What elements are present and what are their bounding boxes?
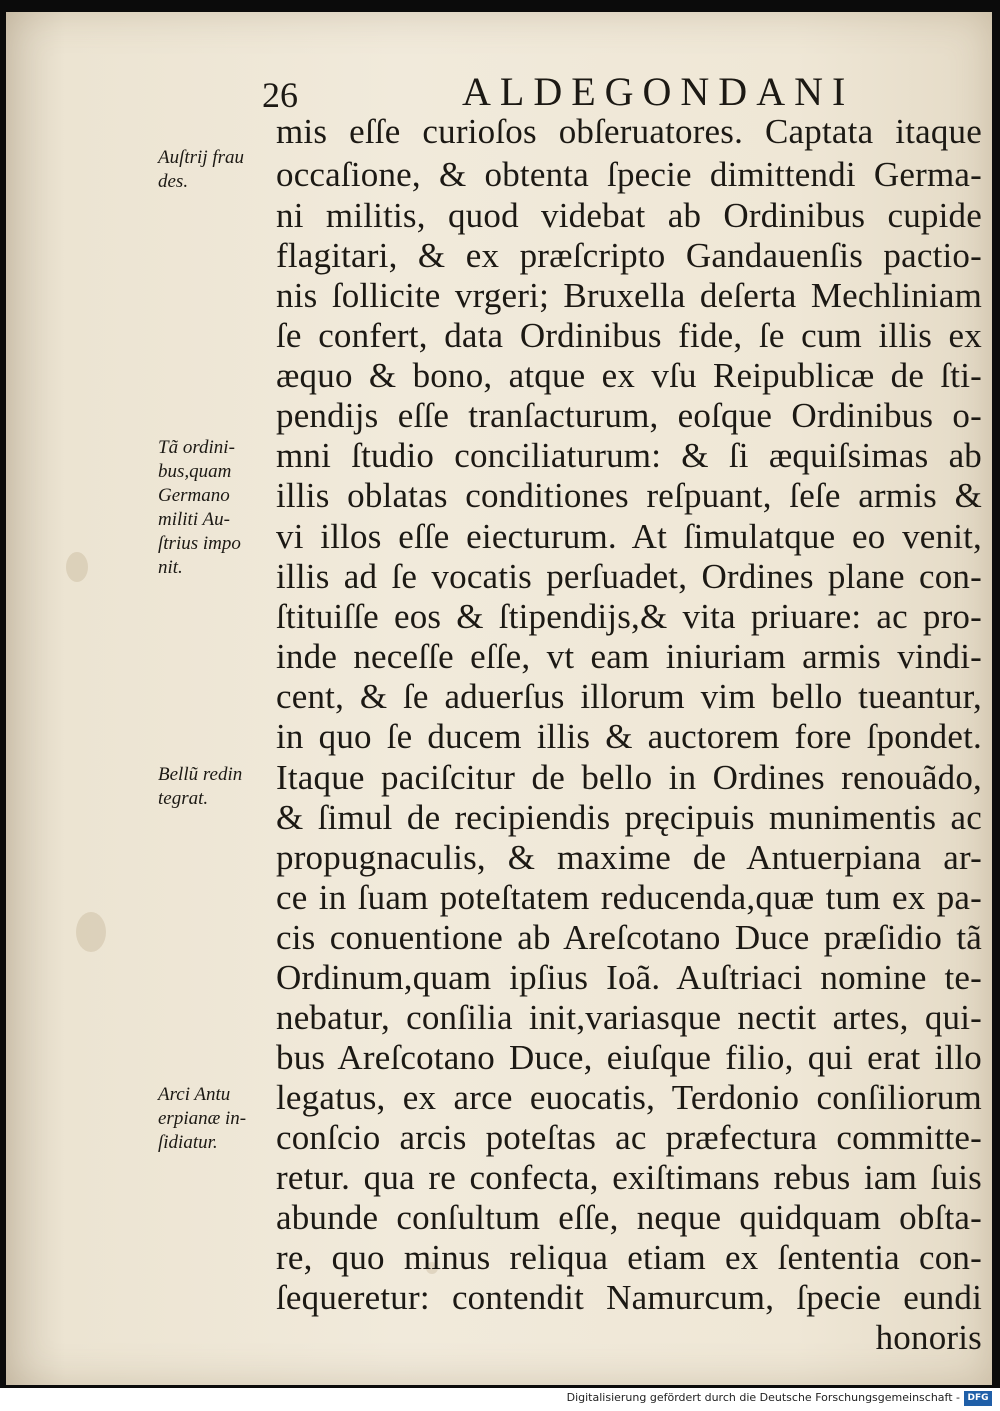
marginal-note-line: Tã ordini- [158, 437, 235, 458]
catchword: honoris [875, 1318, 982, 1357]
marginal-note-line: Arci Antu [158, 1084, 231, 1105]
body-line: ſtituiſſe eos & ſtipendijs,& vita priuare: ac pro- [276, 597, 982, 636]
digitization-footer [0, 1388, 1000, 1411]
foxing-spot [66, 552, 88, 582]
page-number: 26 [262, 75, 298, 115]
body-line: vi illos eſſe eiecturum. At ſimulatque eo venit, [276, 517, 982, 556]
marginal-note-line: ſtrius impo [158, 533, 241, 554]
marginal-note-line: Bellũ redin [158, 764, 243, 785]
body-line: propugnaculis, & maxime de Antuerpiana ar- [276, 838, 982, 877]
marginal-note-line: bus,quam [158, 461, 232, 482]
marginal-note [158, 436, 280, 580]
dfg-logo: DFG [964, 1391, 992, 1406]
body-line: & ſimul de recipiendis pręcipuis munimentis ac [276, 798, 982, 837]
body-line: in quo ſe ducem illis & auctorem fore ſpondet. [276, 717, 982, 756]
marginal-note [158, 146, 280, 194]
marginal-note-line: Auſtrij frau [158, 147, 245, 168]
body-line: illis ad ſe vocatis perſuadet, Ordines plane con- [276, 557, 982, 596]
marginal-note-line: tegrat. [158, 788, 209, 809]
marginal-note-line: Germano [158, 485, 230, 506]
body-line: retur. qua re confecta, exiſtimans rebus iam ſuis [276, 1158, 982, 1197]
body-line: mis eſſe curioſos obſeruatores. Captata itaque [276, 112, 982, 151]
body-line: flagitari, & ex præſcripto Gandauenſis pactio- [276, 236, 982, 275]
marginal-note-line: nit. [158, 557, 183, 578]
marginal-note-line: ſidiatur. [158, 1132, 218, 1153]
body-line: nis ſollicite vrgeri; Bruxella deſerta Mechliniam [276, 276, 982, 315]
body-line: cis conuentione ab Areſcotano Duce præſidio tã [276, 918, 982, 957]
funding-credit: Digitalisierung gefördert durch die Deutsche Forschungsgemeinschaft - [566, 1391, 960, 1404]
body-line: Itaque paciſcitur de bello in Ordines renouãdo, [276, 758, 982, 797]
body-line: nebatur, conſilia init,variasque nectit artes, qui- [276, 998, 982, 1037]
body-line: Ordinum,quam ipſius Ioã. Auſtriaci nomine te- [276, 958, 982, 997]
marginal-note [158, 1083, 280, 1155]
body-line: inde neceſſe eſſe, vt eam iniuriam armis vindi- [276, 637, 982, 676]
body-line: ni militis, quod videbat ab Ordinibus cupide [276, 196, 982, 235]
marginal-note-line: militi Au- [158, 509, 230, 530]
running-head: ALDEGONDANI [462, 69, 855, 114]
body-line: conſcio arcis poteſtas ac præfectura committe- [276, 1118, 982, 1157]
body-line: ſequeretur: contendit Namurcum, ſpecie eundi [276, 1278, 982, 1317]
body-line: legatus, ex arce euocatis, Terdonio conſiliorum [276, 1078, 982, 1117]
marginal-note [158, 763, 280, 811]
body-line: re, quo minus reliqua etiam ex ſententia con- [276, 1238, 982, 1277]
body-line: ce in ſuam poteſtatem reducenda,quæ tum ex pa- [276, 878, 982, 917]
foxing-spot [76, 912, 106, 952]
body-line: cent, & ſe aduerſus illorum vim bello tueantur, [276, 677, 982, 716]
body-line: occaſione, & obtenta ſpecie dimittendi Germa- [276, 155, 982, 194]
body-line: illis oblatas conditiones reſpuant, ſeſe armis & [276, 476, 982, 515]
body-line: mni ſtudio conciliaturum: & ſi æquiſsimas ab [276, 436, 982, 475]
page-header [0, 68, 1000, 118]
marginal-note-line: des. [158, 171, 189, 192]
body-line: æquo & bono, atque ex vſu Reipublicæ de ſti- [276, 356, 982, 395]
body-line: bus Areſcotano Duce, eiuſque filio, qui erat illo [276, 1038, 982, 1077]
body-line: abunde conſultum eſſe, neque quidquam obſta- [276, 1198, 982, 1237]
body-line: ſe confert, data Ordinibus fide, ſe cum illis ex [276, 316, 982, 355]
marginal-note-line: erpianæ in- [158, 1108, 247, 1129]
body-line: pendijs eſſe tranſacturum, eoſque Ordinibus o- [276, 396, 982, 435]
